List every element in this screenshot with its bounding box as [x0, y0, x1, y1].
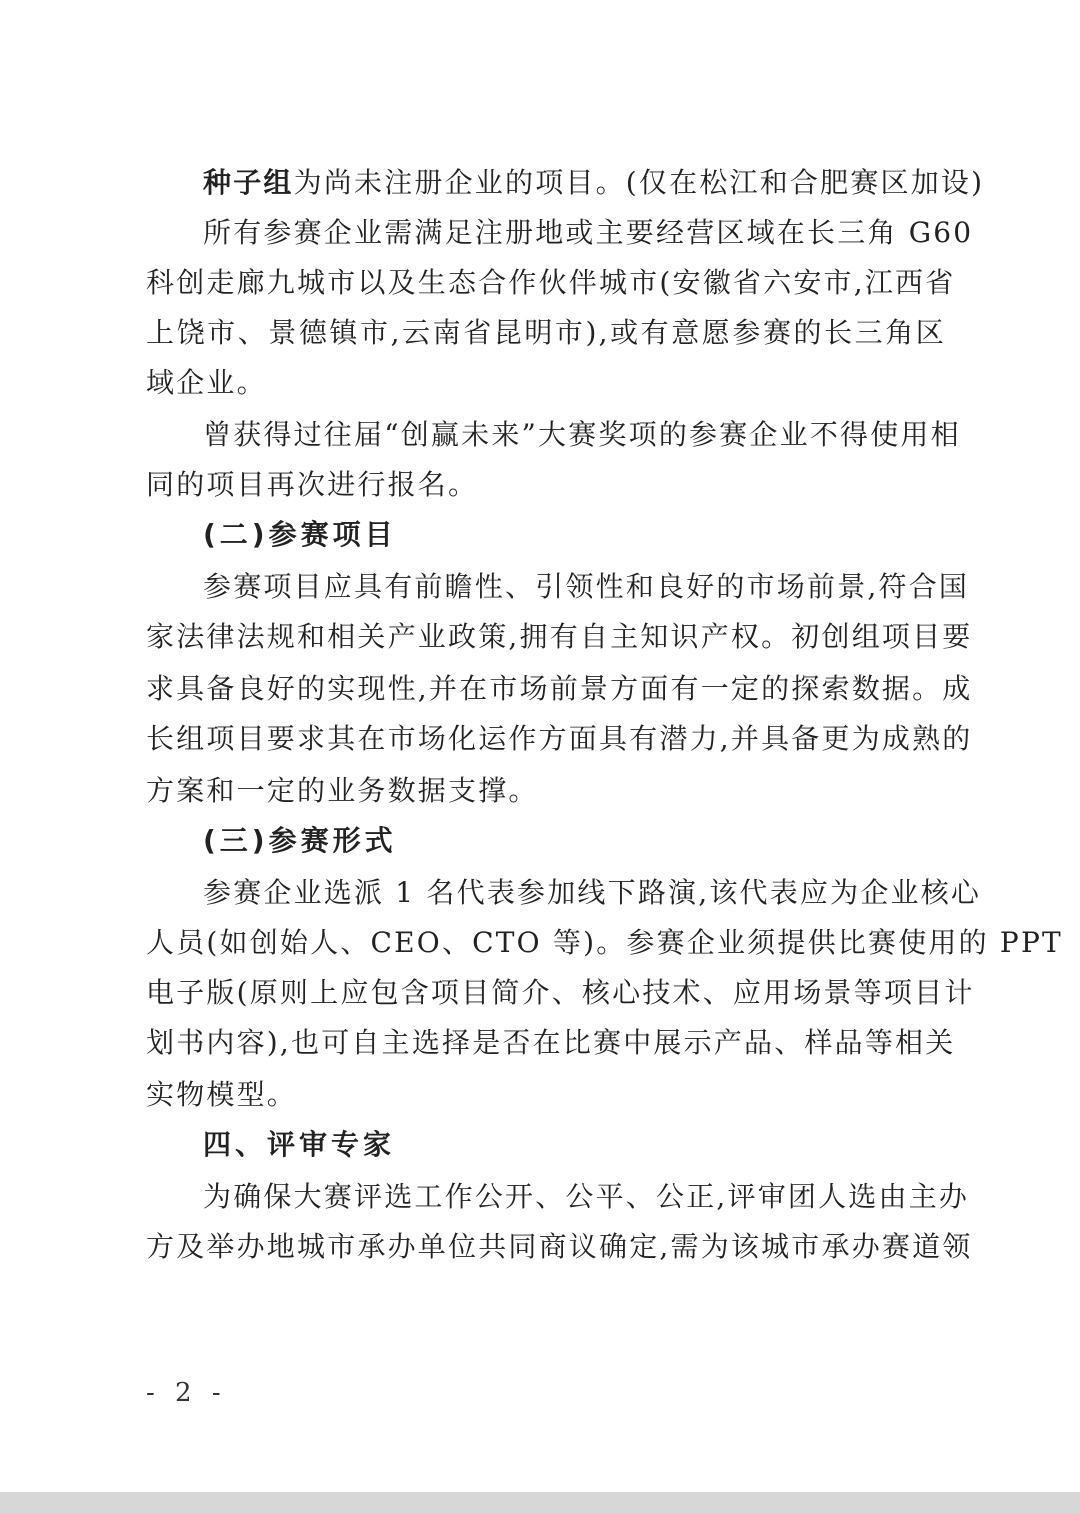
paragraph-line: 划书内容),也可自主选择是否在比赛中展示产品、样品等相关: [146, 1026, 956, 1059]
section-heading: 四、评审专家: [203, 1128, 396, 1161]
bold-term: 种子组: [203, 166, 294, 199]
paragraph-line: 所有参赛企业需满足注册地或主要经营区域在长三角 G60: [203, 216, 974, 249]
paragraph-line: 曾获得过往届“创赢未来”大赛奖项的参赛企业不得使用相: [203, 418, 961, 451]
paragraph-line: 实物模型。: [146, 1078, 298, 1111]
paragraph-line: 方案和一定的业务数据支撑。: [146, 774, 539, 807]
paragraph-line: 求具备良好的实现性,并在市场前景方面有一定的探索数据。成: [146, 672, 973, 705]
paragraph-line: 参赛企业选派 1 名代表参加线下路演,该代表应为企业核心: [203, 876, 982, 909]
paragraph-line: 电子版(原则上应包含项目简介、核心技术、应用场景等项目计: [146, 976, 975, 1009]
paragraph-line: 长组项目要求其在市场化运作方面具有潜力,并具备更为成熟的: [146, 722, 973, 755]
line-text: 为尚未注册企业的项目。(仅在松江和合肥赛区加设): [293, 166, 985, 199]
page-bottom-edge: [0, 1492, 1080, 1513]
paragraph-line: [203, 166, 985, 200]
paragraph-line: 同的项目再次进行报名。: [146, 468, 479, 501]
paragraph-line: 人员(如创始人、CEO、CTO 等)。参赛企业须提供比赛使用的 PPT: [146, 926, 1063, 959]
paragraph-line: 上饶市、景德镇市,云南省昆明市),或有意愿参赛的长三角区: [146, 316, 946, 349]
section-heading: (三)参赛形式: [203, 824, 397, 857]
paragraph-line: 方及举办地城市承办单位共同商议确定,需为该城市承办赛道领: [146, 1230, 973, 1263]
paragraph-line: 为确保大赛评选工作公开、公平、公正,评审团人选由主办: [203, 1180, 970, 1213]
paragraph-line: 参赛项目应具有前瞻性、引领性和良好的市场前景,符合国: [203, 570, 970, 603]
page-number: - 2 -: [146, 1378, 227, 1408]
paragraph-line: 科创走廊九城市以及生态合作伙伴城市(安徽省六安市,江西省: [146, 266, 956, 299]
section-heading: (二)参赛项目: [203, 518, 397, 551]
paragraph-line: 域企业。: [146, 366, 267, 399]
paragraph-line: 家法律法规和相关产业政策,拥有自主知识产权。初创组项目要: [146, 620, 973, 653]
